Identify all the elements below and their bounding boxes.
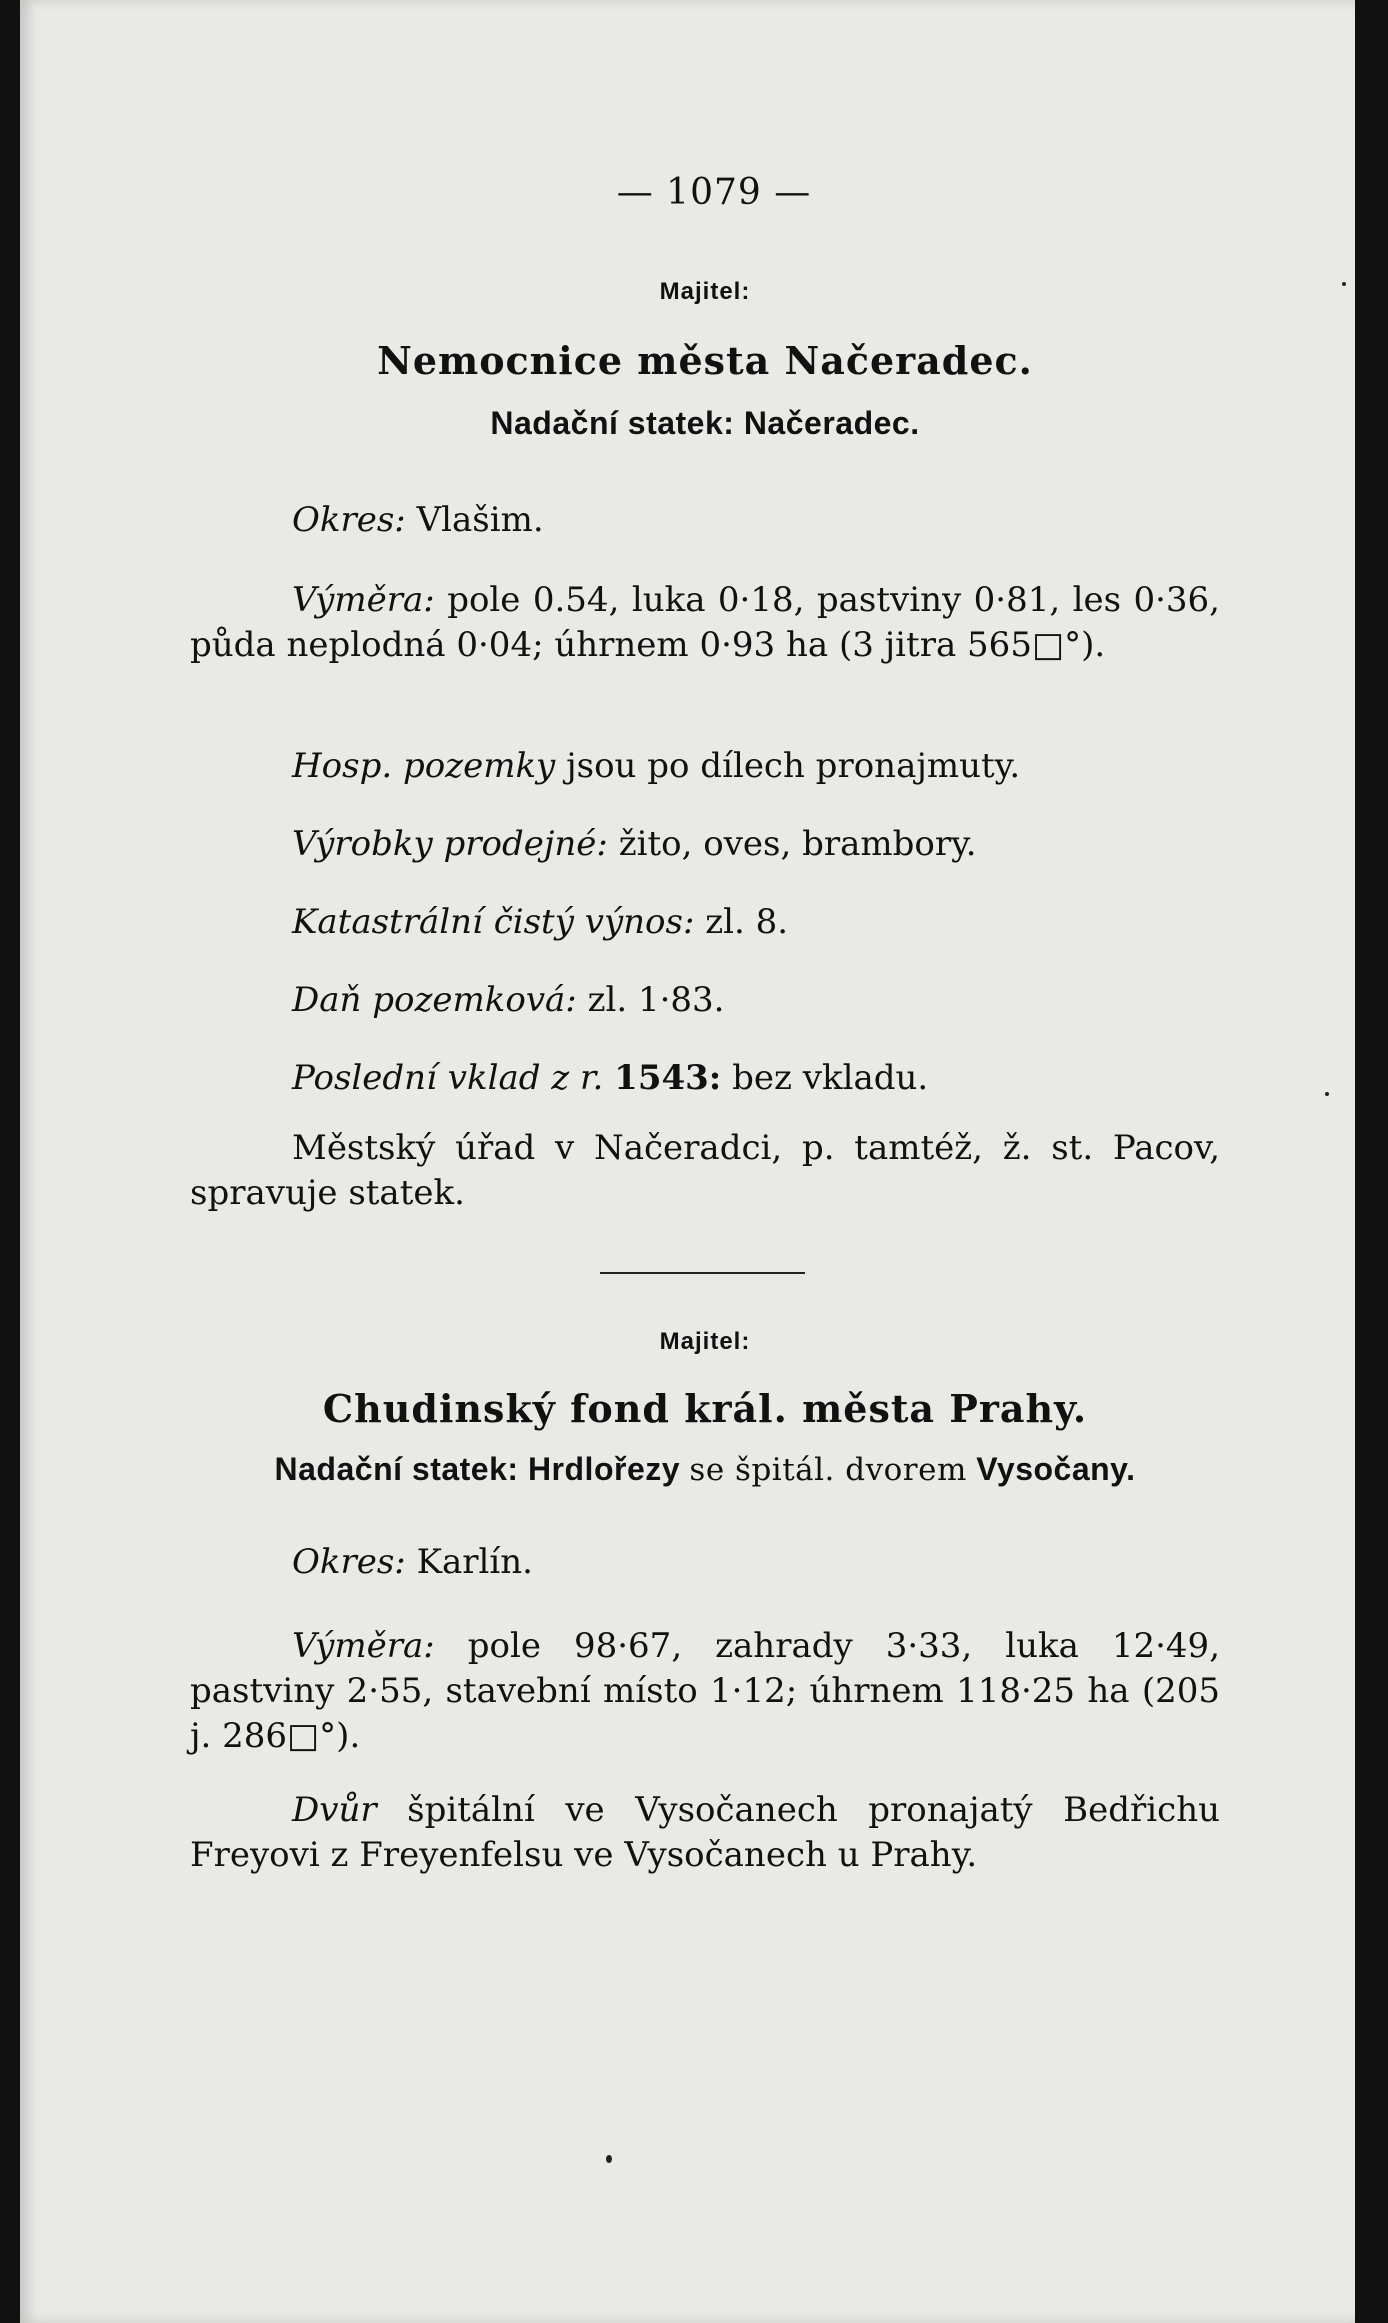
- deposit-value: bez vkladu.: [732, 1058, 929, 1098]
- entry-chudinsky-fond: [190, 1328, 1220, 1488]
- entry1-farmland-row: [190, 744, 1220, 789]
- entry2-area-row: [190, 1624, 1220, 1759]
- area-value: pole 98·67, zahrady 3·33, luka 12·49, pastviny 2·55, stavební místo 1·12; úhrnem 118·25 ha (205 j. 286□°).: [190, 1626, 1220, 1756]
- estate-heading: [190, 1451, 1220, 1488]
- estate-place: Vysočany.: [976, 1451, 1136, 1487]
- entry-nemocnice: [190, 278, 1220, 442]
- owner-label: Majitel:: [659, 278, 751, 305]
- court-label: Dvůr: [292, 1790, 377, 1830]
- estate-label: Nadační statek:: [274, 1451, 519, 1487]
- document-page: [20, 0, 1355, 2323]
- tax-value: zl. 1·83.: [587, 980, 725, 1020]
- products-label: Výrobky prodejné:: [292, 824, 608, 864]
- administration-text: Městský úřad v Načeradci, p. tamtéž, ž. st. Pacov, spravuje statek.: [190, 1128, 1220, 1213]
- entry1-deposit-row: [190, 1056, 1220, 1101]
- page-number: — 1079 —: [616, 172, 812, 213]
- court-value: špitální ve Vysočanech pronajatý Bedřichu Freyovi z Freyenfelsu ve Vysočanech u Prahy.: [190, 1790, 1220, 1875]
- entry1-administration-row: [190, 1126, 1220, 1216]
- area-value: pole 0.54, luka 0·18, pastviny 0·81, les 0·36, půda neplodná 0·04; úhrnem 0·93 ha (3 jitra 565□°).: [190, 580, 1220, 665]
- deposit-label: Poslední vklad z r.: [292, 1058, 604, 1098]
- paper-speck: [1342, 282, 1346, 286]
- entry2-district-row: [190, 1540, 1220, 1585]
- district-label: Okres:: [292, 500, 406, 540]
- products-value: žito, oves, brambory.: [618, 824, 977, 864]
- entry1-district-row: [190, 498, 1220, 543]
- entry1-products-row: [190, 822, 1220, 867]
- paper-speck: [606, 2155, 612, 2163]
- district-value: Karlín.: [416, 1542, 533, 1582]
- entry1-cadastral-row: [190, 900, 1220, 945]
- owner-name: Chudinský fond král. města Prahy.: [322, 1386, 1088, 1431]
- area-label: Výměra:: [292, 580, 435, 620]
- district-label: Okres:: [292, 1542, 406, 1582]
- district-value: Vlašim.: [416, 500, 544, 540]
- section-divider: [600, 1272, 805, 1274]
- estate-heading: Nadační statek: Načeradec.: [490, 405, 920, 441]
- deposit-year: 1543:: [614, 1058, 722, 1098]
- estate-name: Hrdlořezy: [527, 1451, 681, 1487]
- cadastral-label: Katastrální čistý výnos:: [292, 902, 695, 942]
- entry1-area-row: [190, 578, 1220, 668]
- entry1-tax-row: [190, 978, 1220, 1023]
- paper-speck: [1325, 1092, 1329, 1096]
- cadastral-value: zl. 8.: [705, 902, 789, 942]
- tax-label: Daň pozemková:: [292, 980, 577, 1020]
- farmland-label: Hosp. pozemky: [292, 746, 556, 786]
- farmland-value: jsou po dílech pronajmuty.: [566, 746, 1021, 786]
- estate-mid: se špitál. dvorem: [689, 1452, 967, 1488]
- owner-label: Majitel:: [659, 1328, 751, 1355]
- area-label: Výměra:: [292, 1626, 435, 1666]
- owner-name: Nemocnice města Načeradec.: [377, 338, 1033, 383]
- entry2-court-row: [190, 1788, 1220, 1878]
